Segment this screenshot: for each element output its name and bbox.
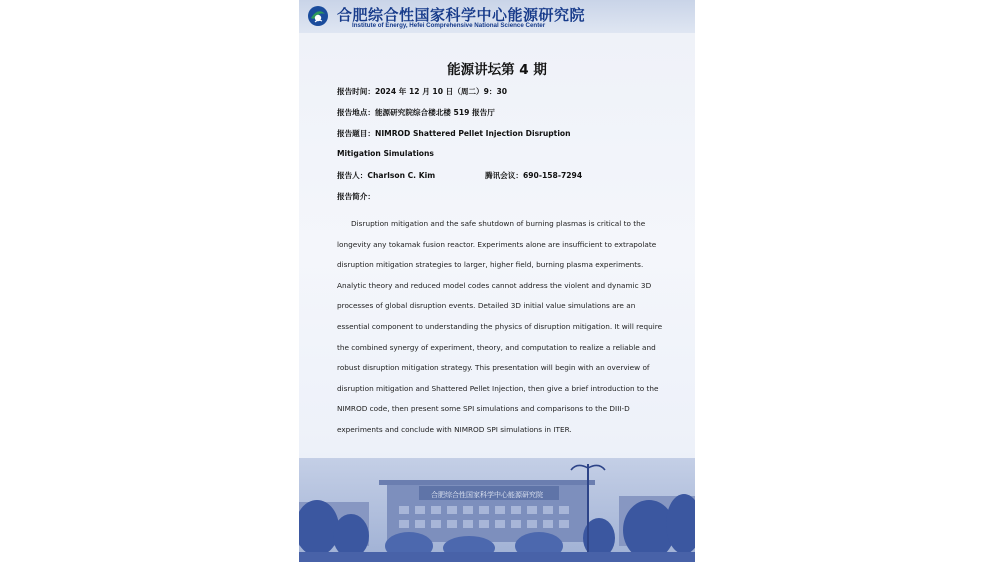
report-time: 报告时间：2024 年 12 月 10 日（周二）9：30 [337, 87, 508, 96]
report-intro-label: 报告简介： [337, 192, 375, 201]
abstract-text: Disruption mitigation and the safe shutdown of burning plasmas is critical to the longevity any tokamak fusion reactor. Experiments alone are insufficient to extrapolate disruption mitigation strategies to larger, higher field, burning plasma experiments. Analytic theory and reduced model codes cannot address the violent and dynamic 3D processes of global disruption events. Detailed 3D initial value simulations are an essential component to understanding the physics of disruption mitigation. It will require the combined synergy of experiment, theory, and computation to realize a reliable and robust disruption mitigation strategy. This presentation will begin with an overview of disruption mitigation and Shattered Pellet Injection, then give a brief introduction to the NIMROD code, then present some SPI simulations and comparisons to the DIII-D experiments and conclude with NIMROD SPI simulations in ITER. [337, 219, 663, 434]
page-title: 能源讲坛第 4 期 [447, 62, 547, 78]
institute-logo-icon [307, 5, 329, 27]
institute-name-en: Institute of Energy, Hefei Comprehensive National Science Center [352, 22, 546, 29]
building-sign: 合肥综合性国家科学中心能源研究院 [431, 491, 543, 499]
report-topic-line2: Mitigation Simulations [337, 149, 434, 158]
report-speaker: 报告人：Charlson C. Kim [337, 171, 436, 180]
campus-photo [299, 458, 695, 562]
report-place: 报告地点：能源研究院综合楼北楼 519 报告厅 [337, 108, 495, 117]
institute-name-cn: 合肥综合性国家科学中心能源研究院 [337, 6, 586, 24]
lecture-poster [299, 0, 695, 562]
tencent-meeting-id: 腾讯会议：690-158-7294 [485, 171, 583, 180]
report-topic-line1: 报告题目：NIMROD Shattered Pellet Injection Disruption [337, 129, 571, 138]
